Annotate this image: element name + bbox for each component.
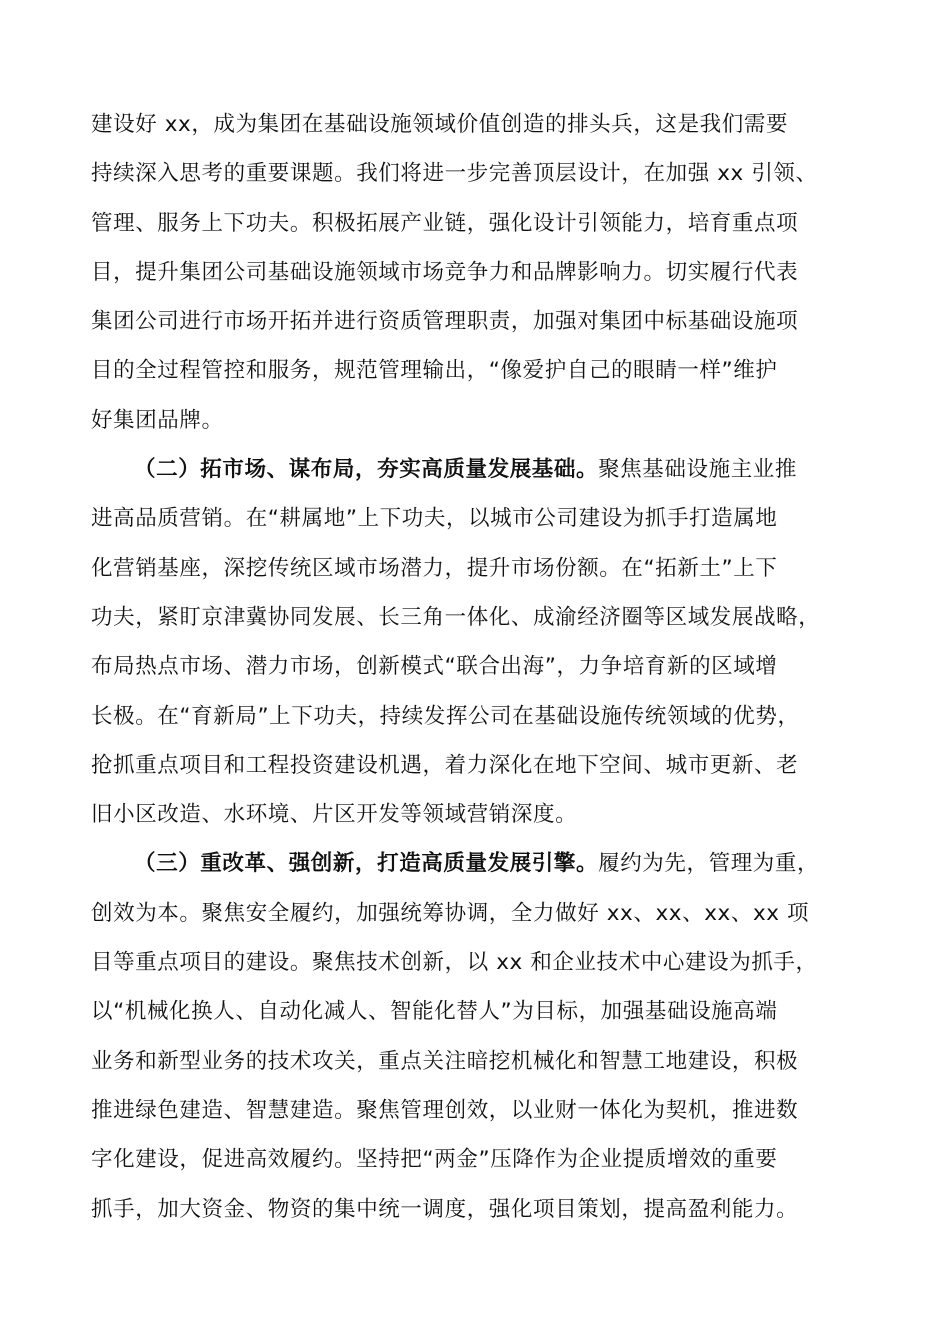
paragraph-line: 长极。在“育新局”上下功夫，持续发挥公司在基础设施传统领域的优势， — [91, 703, 800, 729]
document-body — [91, 100, 861, 1234]
paragraph-first-line — [91, 839, 861, 888]
paragraph-line: 进高品质营销。在“耕属地”上下功夫，以城市公司建设为抓手打造属地 — [91, 506, 778, 532]
paragraph-line: 目等重点项目的建设。聚焦技术创新，以 xx 和企业技术中心建设为抓手， — [91, 950, 818, 976]
paragraph-line: 功夫，紧盯京津冀协同发展、长三角一体化、成渝经济圈等区域发展战略， — [91, 604, 821, 630]
paragraph-text: 聚焦基础设施主业推 — [598, 457, 798, 483]
paragraph-text: 履约为先，管理为重， — [598, 851, 820, 877]
section-heading: （二）拓市场、谋布局，夯实高质量发展基础。 — [134, 457, 599, 483]
paragraph-line: 抓手，加大资金、物资的集中统一调度，强化项目策划，提高盈利能力。 — [91, 1196, 799, 1222]
paragraph-line: 目的全过程管控和服务，规范管理输出，“像爱护自己的眼睛一样”维护 — [91, 358, 778, 384]
paragraph-line: 抢抓重点项目和工程投资建设机遇，着力深化在地下空间、城市更新、老 — [91, 752, 799, 778]
paragraph-line: 管理、服务上下功夫。积极拓展产业链，强化设计引领能力，培育重点项 — [91, 210, 799, 236]
paragraph-line: 集团公司进行市场开拓并进行资质管理职责，加强对集团中标基础设施项 — [91, 309, 799, 335]
paragraph-line: 创效为本。聚焦安全履约，加强统筹协调，全力做好 xx、xx、xx、xx 项 — [91, 900, 810, 926]
paragraph-line: 旧小区改造、水环境、片区开发等领域营销深度。 — [91, 802, 578, 828]
paragraph-line: 好集团品牌。 — [91, 407, 224, 433]
paragraph-line: 推进绿色建造、智慧建造。聚焦管理创效，以业财一体化为契机，推进数 — [91, 1097, 799, 1123]
paragraph-line: 业务和新型业务的技术攻关，重点关注暗挖机械化和智慧工地建设，积极 — [91, 1048, 799, 1074]
paragraph-line: 化营销基座，深挖传统区域市场潜力，提升市场份额。在“拓新土”上下 — [91, 555, 778, 581]
section-heading: （三）重改革、强创新，打造高质量发展引擎。 — [134, 851, 599, 877]
paragraph-first-line — [91, 445, 861, 494]
paragraph-line: 字化建设，促进高效履约。坚持把“两金”压降作为企业提质增效的重要 — [91, 1147, 778, 1173]
paragraph-line: 建设好 xx，成为集团在基础设施领域价值创造的排头兵，这是我们需要 — [91, 112, 789, 137]
paragraph-line: 目，提升集团公司基础设施领域市场竞争力和品牌影响力。切实履行代表 — [91, 259, 799, 285]
paragraph-line: 持续深入思考的重要课题。我们将进一步完善顶层设计，在加强 xx 引领、 — [91, 161, 818, 187]
paragraph-line: 布局热点市场、潜力市场，创新模式“联合出海”，力争培育新的区域增 — [91, 654, 778, 680]
paragraph-line: 以“机械化换人、自动化减人、智能化替人”为目标，加强基础设施高端 — [91, 999, 778, 1025]
